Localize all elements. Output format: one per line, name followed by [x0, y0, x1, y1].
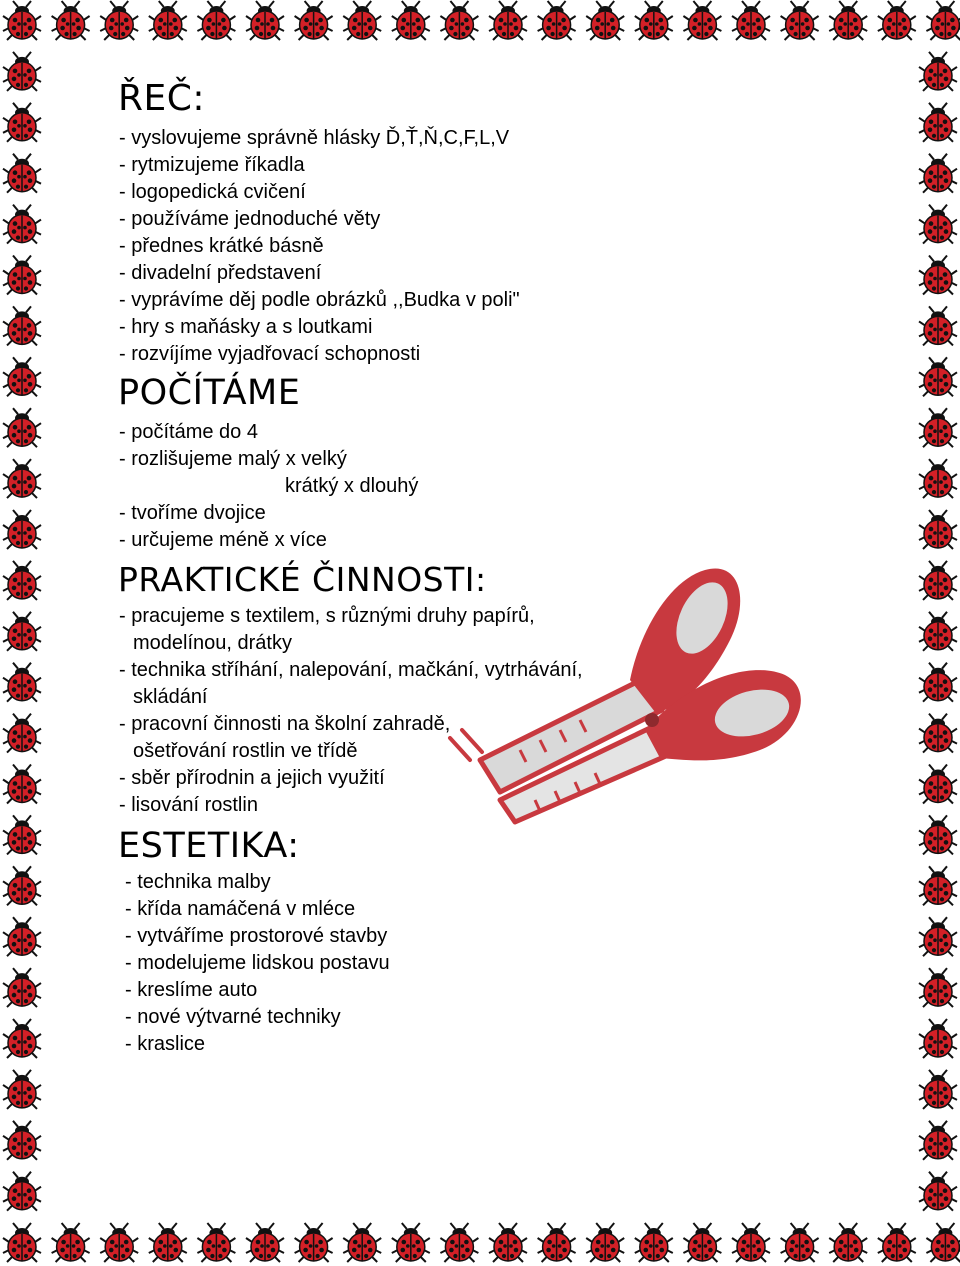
list-item: - tvoříme dvojice	[119, 502, 266, 524]
list-item: - kreslíme auto	[125, 979, 258, 1001]
list-item: ošetřování rostlin ve třídě	[133, 740, 358, 762]
list-item: - kraslice	[125, 1033, 206, 1055]
list-item: - určujeme méně x více	[119, 529, 327, 551]
list-item: - modelujeme lidskou postavu	[125, 952, 390, 974]
scissors-icon	[440, 560, 810, 830]
list-item: - počítáme do 4	[119, 421, 258, 443]
section-list-estetika	[125, 869, 390, 1058]
list-item: - technika malby	[125, 871, 271, 893]
section-list-pocitame	[119, 419, 418, 554]
list-item: - rozvíjíme vyjadřovací schopnosti	[119, 343, 421, 365]
section-heading-pocitame: POČÍTÁME	[118, 373, 301, 413]
list-item: modelínou, drátky	[133, 632, 292, 654]
section-heading-rec: ŘEČ:	[118, 78, 206, 119]
list-item: - nové výtvarné techniky	[125, 1006, 341, 1028]
list-item: - používáme jednoduché věty	[119, 208, 381, 230]
list-item: - hry s maňásky a s loutkami	[119, 316, 373, 338]
list-item: - přednes krátké básně	[119, 235, 324, 257]
list-item: - sběr přírodnin a jejich využití	[119, 767, 385, 789]
section-heading-estetika: ESTETIKA:	[118, 826, 300, 866]
list-item: - vytváříme prostorové stavby	[125, 925, 388, 947]
section-heading-prakticke-cinnosti: PRAKTICKÉ ČINNOSTI:	[118, 560, 487, 599]
list-item: krátký x dlouhý	[285, 475, 419, 497]
list-item: skládání	[133, 686, 208, 708]
list-item: - vyslovujeme správně hlásky Ď,Ť,Ň,C,F,L,V	[119, 127, 510, 149]
list-item: - logopedická cvičení	[119, 181, 306, 203]
list-item: - vyprávíme děj podle obrázků ,,Budka v poli"	[119, 289, 520, 311]
list-item: - lisování rostlin	[119, 794, 258, 816]
list-item: - rytmizujeme říkadla	[119, 154, 305, 176]
section-list-rec	[119, 125, 520, 368]
list-item: - pracovní činnosti na školní zahradě,	[119, 713, 451, 735]
list-item: - křída namáčená v mléce	[125, 898, 356, 920]
list-item: - pracujeme s textilem, s různými druhy papírů,	[119, 605, 535, 627]
list-item: - divadelní představení	[119, 262, 322, 284]
list-item: - rozlišujeme malý x velký	[119, 448, 347, 470]
list-item: - technika stříhání, nalepování, mačkání, vytrhávání,	[119, 659, 583, 681]
